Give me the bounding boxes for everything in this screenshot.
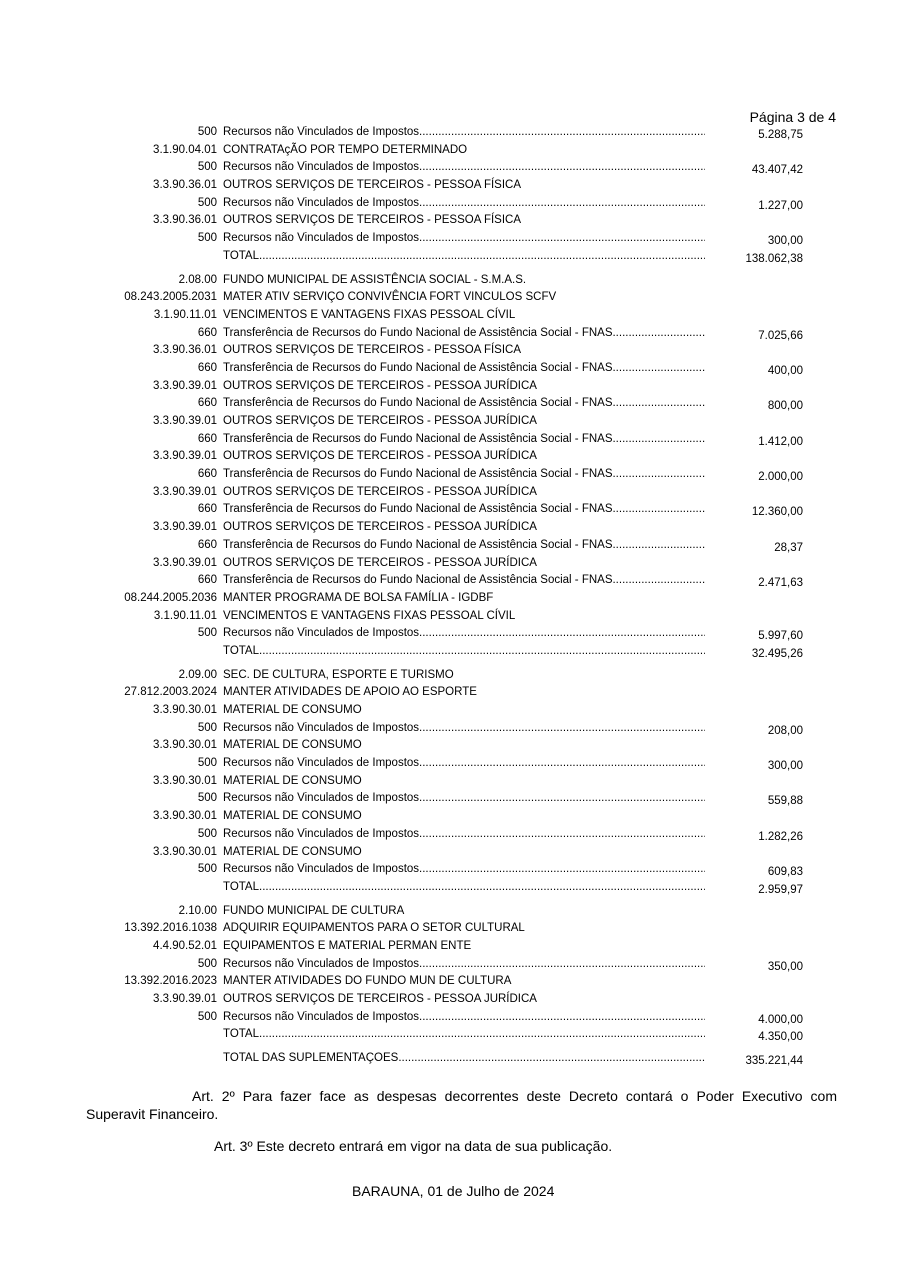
budget-heading-row xyxy=(0,343,900,361)
row-description: OUTROS SERVIÇOS DE TERCEIROS - PESSOA JURÍDICA xyxy=(223,556,537,569)
row-description: TOTAL xyxy=(223,644,259,657)
row-description-leader xyxy=(223,881,705,893)
budget-line-row xyxy=(0,538,900,556)
budget-line-row xyxy=(0,756,900,774)
row-code: 27.812.2003.2024 xyxy=(124,686,217,699)
budget-heading-row xyxy=(0,845,900,863)
budget-line-row xyxy=(0,467,900,485)
row-code: 500 xyxy=(197,196,217,209)
row-amount: 2.959,97 xyxy=(758,883,803,896)
row-amount: 2.471,63 xyxy=(758,577,803,590)
row-code: 3.3.90.30.01 xyxy=(153,810,217,823)
dot-leader xyxy=(419,161,705,173)
budget-heading-row xyxy=(0,668,900,686)
row-description: VENCIMENTOS E VANTAGENS FIXAS PESSOAL CÍVIL xyxy=(223,609,516,622)
row-code: 08.243.2005.2031 xyxy=(124,291,217,304)
budget-line-row xyxy=(0,827,900,845)
row-amount: 4.350,00 xyxy=(758,1031,803,1044)
row-code: 500 xyxy=(197,721,217,734)
row-description: MANTER ATIVIDADES DE APOIO AO ESPORTE xyxy=(223,686,477,699)
budget-line-row xyxy=(0,361,900,379)
row-code: 500 xyxy=(197,957,217,970)
budget-line-row xyxy=(0,721,900,739)
row-code: 500 xyxy=(197,1010,217,1023)
row-description: TOTAL xyxy=(223,249,259,262)
row-code: 3.3.90.39.01 xyxy=(153,521,217,534)
row-description: Transferência de Recursos do Fundo Nacional de Assistência Social - FNAS xyxy=(223,468,613,481)
row-code: 500 xyxy=(197,126,217,138)
budget-heading-row xyxy=(0,213,900,231)
dot-leader xyxy=(612,327,705,339)
row-description-leader xyxy=(223,327,705,339)
row-description: Transferência de Recursos do Fundo Nacional de Assistência Social - FNAS xyxy=(223,326,613,339)
row-description-leader xyxy=(223,362,705,374)
dot-leader xyxy=(612,574,705,586)
row-amount: 559,88 xyxy=(767,795,803,808)
row-code: 3.3.90.39.01 xyxy=(153,415,217,427)
row-code: 3.3.90.36.01 xyxy=(153,179,217,192)
row-description: FUNDO MUNICIPAL DE CULTURA xyxy=(223,904,405,917)
budget-line-row xyxy=(0,791,900,809)
row-description: Recursos não Vinculados de Impostos xyxy=(223,126,420,138)
row-amount: 43.407,42 xyxy=(751,164,803,177)
row-description: MATERIAL DE CONSUMO xyxy=(223,810,362,823)
row-code: 660 xyxy=(197,397,217,410)
row-code: 660 xyxy=(197,538,217,551)
row-description-leader xyxy=(223,863,705,875)
dot-leader xyxy=(419,757,705,769)
budget-heading-row xyxy=(0,520,900,538)
row-code: 13.392.2016.1038 xyxy=(124,922,217,935)
page-number: Página 3 de 4 xyxy=(749,109,836,125)
row-description: MATERIAL DE CONSUMO xyxy=(223,739,362,752)
row-code: 3.3.90.30.01 xyxy=(153,845,217,858)
row-amount: 4.000,00 xyxy=(758,1013,803,1026)
row-description: Transferência de Recursos do Fundo Nacional de Assistência Social - FNAS xyxy=(223,574,613,587)
budget-heading-row xyxy=(0,290,900,308)
row-code: 13.392.2016.2023 xyxy=(124,975,217,988)
row-code: 660 xyxy=(197,468,217,481)
row-code: 500 xyxy=(197,827,217,840)
budget-heading-row xyxy=(0,308,900,326)
row-amount: 12.360,00 xyxy=(751,506,803,519)
article-2-paragraph: Art. 2º Para fazer face as despesas decorrentes deste Decreto contará o Poder Executivo com Superavit Financeiro. xyxy=(86,1088,837,1122)
row-description: Transferência de Recursos do Fundo Nacional de Assistência Social - FNAS xyxy=(223,503,613,516)
row-description: OUTROS SERVIÇOS DE TERCEIROS - PESSOA FÍSICA xyxy=(223,214,522,227)
row-description: Recursos não Vinculados de Impostos xyxy=(223,1010,420,1023)
row-description: Recursos não Vinculados de Impostos xyxy=(223,757,420,770)
row-code: 4.4.90.52.01 xyxy=(153,939,217,952)
row-description: Recursos não Vinculados de Impostos xyxy=(223,627,420,640)
budget-line-row xyxy=(0,160,900,178)
row-code: 2.08.00 xyxy=(178,273,217,286)
row-description: Recursos não Vinculados de Impostos xyxy=(223,792,420,805)
dot-leader xyxy=(612,539,705,551)
row-description-leader xyxy=(223,1028,705,1040)
row-code: 3.3.90.30.01 xyxy=(153,704,217,716)
row-description: Recursos não Vinculados de Impostos xyxy=(223,161,420,174)
budget-heading-row xyxy=(0,143,900,161)
row-description-leader xyxy=(223,627,705,639)
row-amount: 5.288,75 xyxy=(758,129,803,141)
dot-leader xyxy=(419,627,705,639)
row-description-leader xyxy=(223,468,705,480)
budget-heading-row xyxy=(0,774,900,792)
row-description-leader xyxy=(223,503,705,515)
row-description: CONTRATAçÃO POR TEMPO DETERMINADO xyxy=(223,143,468,156)
budget-heading-row xyxy=(0,379,900,397)
row-description: SEC. DE CULTURA, ESPORTE E TURISMO xyxy=(223,668,454,681)
row-amount: 32.495,26 xyxy=(751,647,803,660)
row-amount: 609,83 xyxy=(767,866,803,879)
row-description: OUTROS SERVIÇOS DE TERCEIROS - PESSOA JURÍDICA xyxy=(223,485,537,498)
row-description-leader xyxy=(223,197,705,209)
dot-leader xyxy=(612,468,705,480)
row-description-leader xyxy=(223,397,705,409)
row-code: 3.3.90.39.01 xyxy=(153,379,217,392)
dot-leader xyxy=(612,433,705,445)
row-description-leader xyxy=(223,792,705,804)
budget-line-row xyxy=(0,196,900,214)
row-code: 2.10.00 xyxy=(178,904,217,917)
budget-line-row xyxy=(0,862,900,880)
row-amount: 7.025,66 xyxy=(758,329,803,342)
budget-line-row xyxy=(0,644,900,662)
dot-leader xyxy=(259,881,705,893)
dot-leader xyxy=(398,1052,705,1064)
dot-leader xyxy=(259,250,705,262)
row-description-leader xyxy=(223,161,705,173)
dot-leader xyxy=(419,863,705,875)
row-code: 500 xyxy=(197,232,217,245)
budget-heading-row xyxy=(0,974,900,992)
article-3-paragraph: Art. 3º Este decreto entrará em vigor na data de sua publicação. xyxy=(214,1138,613,1154)
dot-leader xyxy=(419,126,705,138)
budget-heading-row xyxy=(0,591,900,609)
budget-line-row xyxy=(0,326,900,344)
row-code: 3.3.90.30.01 xyxy=(153,739,217,752)
row-amount: 400,00 xyxy=(767,364,803,377)
row-code: 3.1.90.04.01 xyxy=(153,143,217,156)
budget-heading-row xyxy=(0,809,900,827)
budget-heading-row xyxy=(0,904,900,922)
row-code: 500 xyxy=(197,792,217,805)
row-code: 3.3.90.36.01 xyxy=(153,344,217,357)
row-description: Transferência de Recursos do Fundo Nacional de Assistência Social - FNAS xyxy=(223,538,613,551)
budget-line-row xyxy=(0,626,900,644)
row-code: 660 xyxy=(197,361,217,374)
dot-leader xyxy=(612,503,705,515)
row-description: MATERIAL DE CONSUMO xyxy=(223,704,362,716)
row-description: Recursos não Vinculados de Impostos xyxy=(223,232,420,245)
row-description: OUTROS SERVIÇOS DE TERCEIROS - PESSOA JURÍDICA xyxy=(223,993,537,1005)
row-code: 500 xyxy=(197,863,217,876)
row-description-leader xyxy=(223,1052,705,1064)
row-description: Transferência de Recursos do Fundo Nacional de Assistência Social - FNAS xyxy=(223,397,613,410)
row-code: 3.1.90.11.01 xyxy=(153,308,217,321)
dot-leader xyxy=(259,645,705,657)
budget-heading-row xyxy=(0,685,900,703)
row-description: Recursos não Vinculados de Impostos xyxy=(223,957,420,970)
row-amount: 350,00 xyxy=(767,960,803,973)
budget-heading-row xyxy=(0,738,900,756)
row-amount: 300,00 xyxy=(767,235,803,248)
budget-heading-row xyxy=(0,921,900,939)
row-description-leader xyxy=(223,757,705,769)
row-description: Transferência de Recursos do Fundo Nacional de Assistência Social - FNAS xyxy=(223,432,613,445)
budget-line-row xyxy=(0,1027,900,1045)
dot-leader xyxy=(259,1028,705,1040)
row-code: 660 xyxy=(197,503,217,516)
row-code: 08.244.2005.2036 xyxy=(124,591,217,604)
row-code: 660 xyxy=(197,574,217,587)
row-description: Transferência de Recursos do Fundo Nacional de Assistência Social - FNAS xyxy=(223,361,613,374)
budget-heading-row xyxy=(0,485,900,503)
row-code: 3.3.90.36.01 xyxy=(153,214,217,227)
row-description: OUTROS SERVIÇOS DE TERCEIROS - PESSOA JURÍDICA xyxy=(223,521,537,534)
budget-line-row xyxy=(0,1010,900,1028)
row-description: OUTROS SERVIÇOS DE TERCEIROS - PESSOA JURÍDICA xyxy=(223,415,537,427)
dot-leader xyxy=(419,722,705,734)
row-description: MATER ATIV SERVIÇO CONVIVÊNCIA FORT VINCULOS SCFV xyxy=(223,291,557,304)
row-code: 3.3.90.39.01 xyxy=(153,450,217,463)
budget-heading-row xyxy=(0,414,900,432)
row-amount: 1.412,00 xyxy=(758,435,803,448)
dot-leader xyxy=(419,958,705,970)
row-amount: 138.062,38 xyxy=(745,252,803,265)
row-description: EQUIPAMENTOS E MATERIAL PERMAN ENTE xyxy=(223,939,472,952)
budget-line-row xyxy=(0,573,900,591)
dot-leader xyxy=(419,197,705,209)
row-description: TOTAL xyxy=(223,880,259,893)
budget-heading-row xyxy=(0,939,900,957)
row-description-leader xyxy=(223,539,705,551)
row-description: Recursos não Vinculados de Impostos xyxy=(223,863,420,876)
dot-leader xyxy=(419,232,705,244)
budget-heading-row xyxy=(0,703,900,721)
dot-leader xyxy=(419,1011,705,1023)
row-description: Recursos não Vinculados de Impostos xyxy=(223,721,420,734)
row-description-leader xyxy=(223,722,705,734)
row-description-leader xyxy=(223,958,705,970)
row-description: VENCIMENTOS E VANTAGENS FIXAS PESSOAL CÍVIL xyxy=(223,308,516,321)
budget-line-row xyxy=(0,396,900,414)
row-description: MANTER PROGRAMA DE BOLSA FAMÍLIA - IGDBF xyxy=(223,591,494,604)
row-description-leader xyxy=(223,828,705,840)
dot-leader xyxy=(419,792,705,804)
budget-line-row xyxy=(0,1051,900,1069)
budget-heading-row xyxy=(0,556,900,574)
row-amount: 1.227,00 xyxy=(758,199,803,212)
budget-line-row xyxy=(0,125,900,143)
row-description: OUTROS SERVIÇOS DE TERCEIROS - PESSOA FÍSICA xyxy=(223,179,522,192)
budget-line-row xyxy=(0,432,900,450)
row-code: 500 xyxy=(197,757,217,770)
row-description-leader xyxy=(223,645,705,657)
row-amount: 208,00 xyxy=(767,724,803,737)
dot-leader xyxy=(419,828,705,840)
row-amount: 335.221,44 xyxy=(745,1055,803,1068)
row-amount: 28,37 xyxy=(774,541,803,554)
budget-line-row xyxy=(0,502,900,520)
row-code: 660 xyxy=(197,326,217,339)
row-description-leader xyxy=(223,433,705,445)
row-description-leader xyxy=(223,250,705,262)
row-code: 660 xyxy=(197,432,217,445)
row-amount: 1.282,26 xyxy=(758,830,803,843)
row-description: TOTAL xyxy=(223,1028,259,1041)
row-amount: 800,00 xyxy=(767,400,803,413)
row-code: 3.3.90.39.01 xyxy=(153,993,217,1005)
row-amount: 2.000,00 xyxy=(758,471,803,484)
row-code: 3.3.90.39.01 xyxy=(153,556,217,569)
row-code: 500 xyxy=(197,161,217,174)
row-description: OUTROS SERVIÇOS DE TERCEIROS - PESSOA FÍSICA xyxy=(223,344,522,357)
row-description: OUTROS SERVIÇOS DE TERCEIROS - PESSOA JURÍDICA xyxy=(223,450,537,463)
budget-line-row xyxy=(0,880,900,898)
budget-line-row xyxy=(0,249,900,267)
row-description-leader xyxy=(223,574,705,586)
budget-line-row xyxy=(0,957,900,975)
row-description: MATERIAL DE CONSUMO xyxy=(223,845,362,858)
row-description: MANTER ATIVIDADES DO FUNDO MUN DE CULTURA xyxy=(223,975,512,988)
row-code: 2.09.00 xyxy=(178,668,217,681)
row-description-leader xyxy=(223,126,705,138)
row-description: OUTROS SERVIÇOS DE TERCEIROS - PESSOA JURÍDICA xyxy=(223,379,537,392)
row-code: 3.3.90.30.01 xyxy=(153,774,217,787)
budget-heading-row xyxy=(0,609,900,627)
budget-heading-row xyxy=(0,992,900,1010)
row-code: 3.3.90.39.01 xyxy=(153,485,217,498)
row-amount: 5.997,60 xyxy=(758,630,803,643)
budget-heading-row xyxy=(0,273,900,291)
row-description: ADQUIRIR EQUIPAMENTOS PARA O SETOR CULTURAL xyxy=(223,922,525,935)
row-description: TOTAL DAS SUPLEMENTAÇÕES xyxy=(223,1052,399,1065)
budget-heading-row xyxy=(0,449,900,467)
row-code: 500 xyxy=(197,627,217,640)
dot-leader xyxy=(612,362,705,374)
budget-table xyxy=(0,125,900,1069)
row-description: Recursos não Vinculados de Impostos xyxy=(223,196,420,209)
signature-date-line: BARAUNA, 01 de Julho de 2024 xyxy=(352,1183,555,1199)
dot-leader xyxy=(612,397,705,409)
budget-heading-row xyxy=(0,178,900,196)
row-description: MATERIAL DE CONSUMO xyxy=(223,774,362,787)
row-description-leader xyxy=(223,1011,705,1023)
row-amount: 300,00 xyxy=(767,760,803,773)
row-description-leader xyxy=(223,232,705,244)
budget-line-row xyxy=(0,231,900,249)
row-description: FUNDO MUNICIPAL DE ASSISTÊNCIA SOCIAL - S.M.A.S. xyxy=(223,273,527,286)
row-code: 3.1.90.11.01 xyxy=(153,609,217,622)
row-description: Recursos não Vinculados de Impostos xyxy=(223,827,420,840)
